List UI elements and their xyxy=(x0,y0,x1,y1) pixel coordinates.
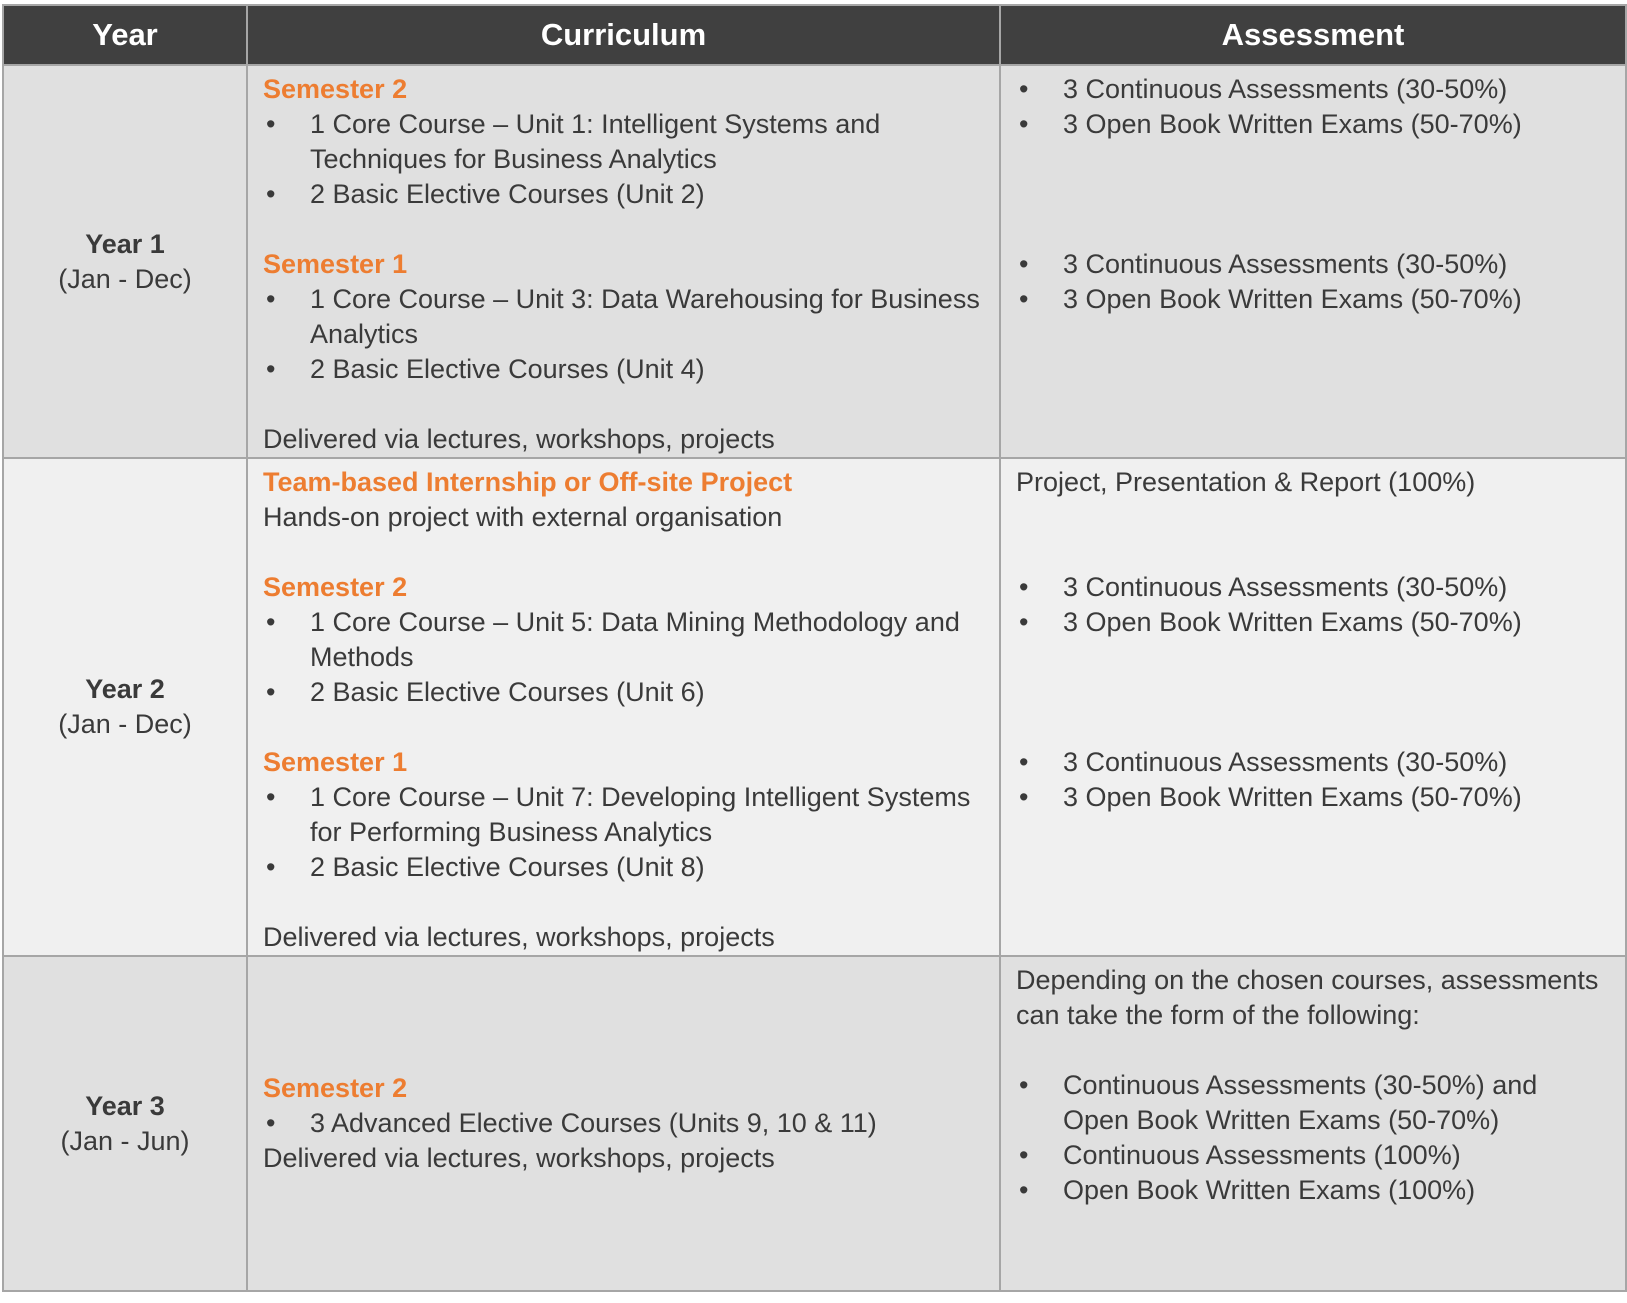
header-year: Year xyxy=(3,5,247,65)
list-item: • Continuous Assessments (100%) xyxy=(1016,1138,1605,1173)
year-label: Year 1 xyxy=(85,228,165,259)
section-heading: Semester 2 xyxy=(263,572,408,602)
spacer xyxy=(1016,640,1605,675)
list-item: • 1 Core Course – Unit 7: Developing Intelligent Systems for Performing Business Analytics xyxy=(263,780,981,850)
list-item: • 3 Continuous Assessments (30-50%) xyxy=(1016,570,1605,605)
year-cell xyxy=(3,458,247,956)
list-item: • 3 Open Book Written Exams (50-70%) xyxy=(1016,605,1605,640)
list-item: • 3 Open Book Written Exams (50-70%) xyxy=(1016,107,1605,142)
section-heading: Semester 2 xyxy=(263,74,408,104)
text-line: Delivered via lectures, workshops, projects xyxy=(263,1143,775,1173)
year-cell xyxy=(3,65,247,458)
list-item: • 2 Basic Elective Courses (Unit 2) xyxy=(263,177,981,212)
spacer xyxy=(1016,1033,1605,1068)
list-item: • 3 Advanced Elective Courses (Units 9, 10 & 11) xyxy=(263,1106,981,1141)
spacer xyxy=(1016,177,1605,212)
text-line: Delivered via lectures, workshops, projects xyxy=(263,424,775,454)
list-item: • 2 Basic Elective Courses (Unit 6) xyxy=(263,675,981,710)
section-heading: Team-based Internship or Off-site Project xyxy=(263,467,793,497)
list-item: • 3 Open Book Written Exams (50-70%) xyxy=(1016,282,1605,317)
text-line: Project, Presentation & Report (100%) xyxy=(1016,467,1476,497)
list-item: • 3 Open Book Written Exams (50-70%) xyxy=(1016,780,1605,815)
spacer xyxy=(1016,500,1605,535)
list-item: • 3 Continuous Assessments (30-50%) xyxy=(1016,72,1605,107)
curriculum-cell xyxy=(247,956,1000,1291)
header-curriculum: Curriculum xyxy=(247,5,1000,65)
spacer xyxy=(1016,675,1605,710)
curriculum-table xyxy=(2,4,1627,1292)
list-item: • Continuous Assessments (30-50%) and Open Book Written Exams (50-70%) xyxy=(1016,1068,1605,1138)
table-row xyxy=(3,65,1626,458)
list-item: • 1 Core Course – Unit 1: Intelligent Systems and Techniques for Business Analytics xyxy=(263,107,981,177)
year-period: (Jan - Dec) xyxy=(58,709,192,739)
list-item: • 2 Basic Elective Courses (Unit 8) xyxy=(263,850,981,885)
spacer xyxy=(1016,710,1605,745)
spacer xyxy=(263,535,981,570)
spacer xyxy=(1016,212,1605,247)
spacer xyxy=(263,710,981,745)
header-row xyxy=(3,5,1626,65)
assessment-cell xyxy=(1000,65,1626,458)
year-period: (Jan - Jun) xyxy=(60,1125,190,1156)
section-heading: Semester 2 xyxy=(263,1073,408,1103)
list-item: • 2 Basic Elective Courses (Unit 4) xyxy=(263,352,981,387)
section-heading: Semester 1 xyxy=(263,249,408,279)
text-line: Hands-on project with external organisation xyxy=(263,502,783,532)
year-label: Year 2 xyxy=(85,674,165,704)
section-heading: Semester 1 xyxy=(263,747,408,777)
text-line: Delivered via lectures, workshops, projects xyxy=(263,922,775,952)
year-label: Year 3 xyxy=(85,1090,165,1121)
list-item: • 1 Core Course – Unit 3: Data Warehousing for Business Analytics xyxy=(263,282,981,352)
curriculum-cell xyxy=(247,65,1000,458)
list-item: • 3 Continuous Assessments (30-50%) xyxy=(1016,745,1605,780)
spacer xyxy=(263,387,981,422)
assessment-cell xyxy=(1000,956,1626,1291)
spacer xyxy=(263,885,981,920)
year-period: (Jan - Dec) xyxy=(58,263,192,294)
curriculum-cell xyxy=(247,458,1000,956)
table-row xyxy=(3,956,1626,1291)
spacer xyxy=(263,212,981,247)
year-cell xyxy=(3,956,247,1291)
spacer xyxy=(1016,535,1605,570)
assessment-cell xyxy=(1000,458,1626,956)
text-line: Depending on the chosen courses, assessments can take the form of the following: xyxy=(1016,965,1599,1030)
list-item: • 1 Core Course – Unit 5: Data Mining Methodology and Methods xyxy=(263,605,981,675)
list-item: • 3 Continuous Assessments (30-50%) xyxy=(1016,247,1605,282)
table-row xyxy=(3,458,1626,956)
header-assessment: Assessment xyxy=(1000,5,1626,65)
list-item: • Open Book Written Exams (100%) xyxy=(1016,1173,1605,1208)
spacer xyxy=(1016,142,1605,177)
